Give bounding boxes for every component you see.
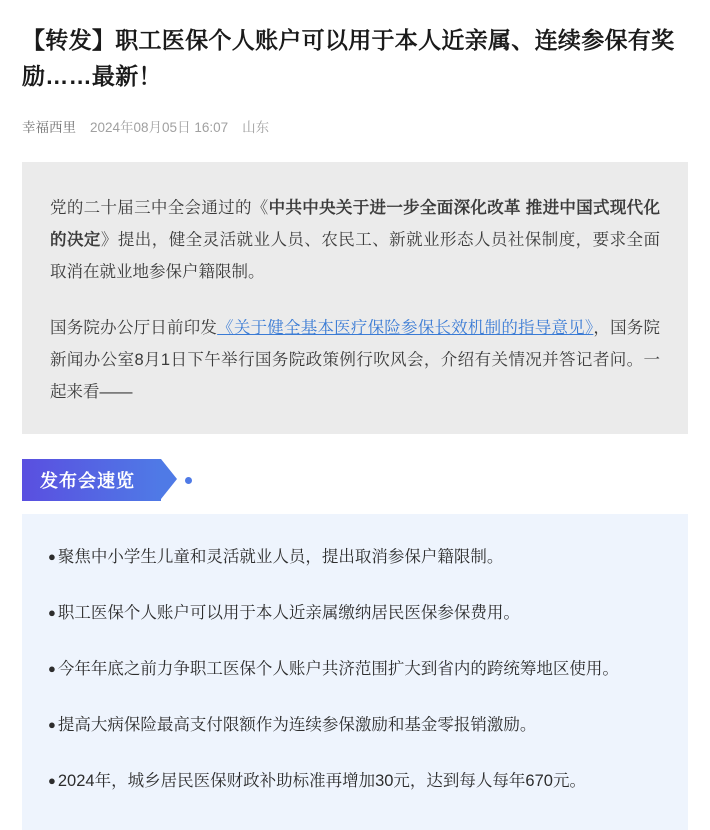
quote-block xyxy=(22,162,688,434)
article-location: 山东 xyxy=(242,120,270,135)
list-item-text: 聚焦中小学生儿童和灵活就业人员，提出取消参保户籍限制。 xyxy=(57,548,504,566)
quote-p1-lead: 党的二十届三中全会通过的《 xyxy=(50,199,269,217)
ribbon-dot-icon xyxy=(185,477,192,484)
section-header xyxy=(22,460,688,500)
list-item-text: 2024年，城乡居民医保财政补助标准再增加30元，达到每人每年670元。 xyxy=(57,772,586,790)
list-item xyxy=(48,710,662,740)
list-item xyxy=(48,766,662,796)
list-item xyxy=(48,542,662,572)
quote-p2-lead: 国务院办公厅日前印发 xyxy=(50,319,218,337)
bullet-icon: ● xyxy=(48,549,56,564)
list-item-text: 提高大病保险最高支付限额作为连续参保激励和基金零报销激励。 xyxy=(57,716,537,734)
bullet-icon: ● xyxy=(48,773,56,788)
article-date: 2024年08月05日 16:07 xyxy=(90,120,229,135)
list-item xyxy=(48,654,662,684)
list-item xyxy=(48,598,662,628)
quote-paragraph-2 xyxy=(50,312,660,408)
section-ribbon: 发布会速览 xyxy=(22,459,161,501)
bullet-icon: ● xyxy=(48,717,56,732)
quote-document-name: 中共中央关于进一步全面深化改革 推进中国式现代化的决定 xyxy=(50,199,660,249)
list-item-text: 今年年底之前力争职工医保个人账户共济范围扩大到省内的跨统筹地区使用。 xyxy=(57,660,619,678)
points-block xyxy=(22,514,688,830)
bullet-icon: ● xyxy=(48,661,56,676)
guidance-opinion-link[interactable]: 《关于健全基本医疗保险参保长效机制的指导意见》 xyxy=(217,319,594,337)
quote-p1-tail: 》提出，健全灵活就业人员、农民工、新就业形态人员社保制度，要求全面取消在就业地参保户籍限制。 xyxy=(50,231,661,281)
article-meta xyxy=(22,116,688,136)
article-author: 幸福西里 xyxy=(22,120,76,135)
page-title: 【转发】职工医保个人账户可以用于本人近亲属、连续参保有奖励……最新！ xyxy=(22,27,675,89)
quote-paragraph-1 xyxy=(50,192,660,288)
bullet-icon: ● xyxy=(48,605,56,620)
list-item-text: 职工医保个人账户可以用于本人近亲属缴纳居民医保参保费用。 xyxy=(57,604,520,622)
quote-p2-tail: ，国务院新闻办公室8月1日下午举行国务院政策例行吹风会，介绍有关情况并答记者问。一起来看—— xyxy=(50,319,661,401)
